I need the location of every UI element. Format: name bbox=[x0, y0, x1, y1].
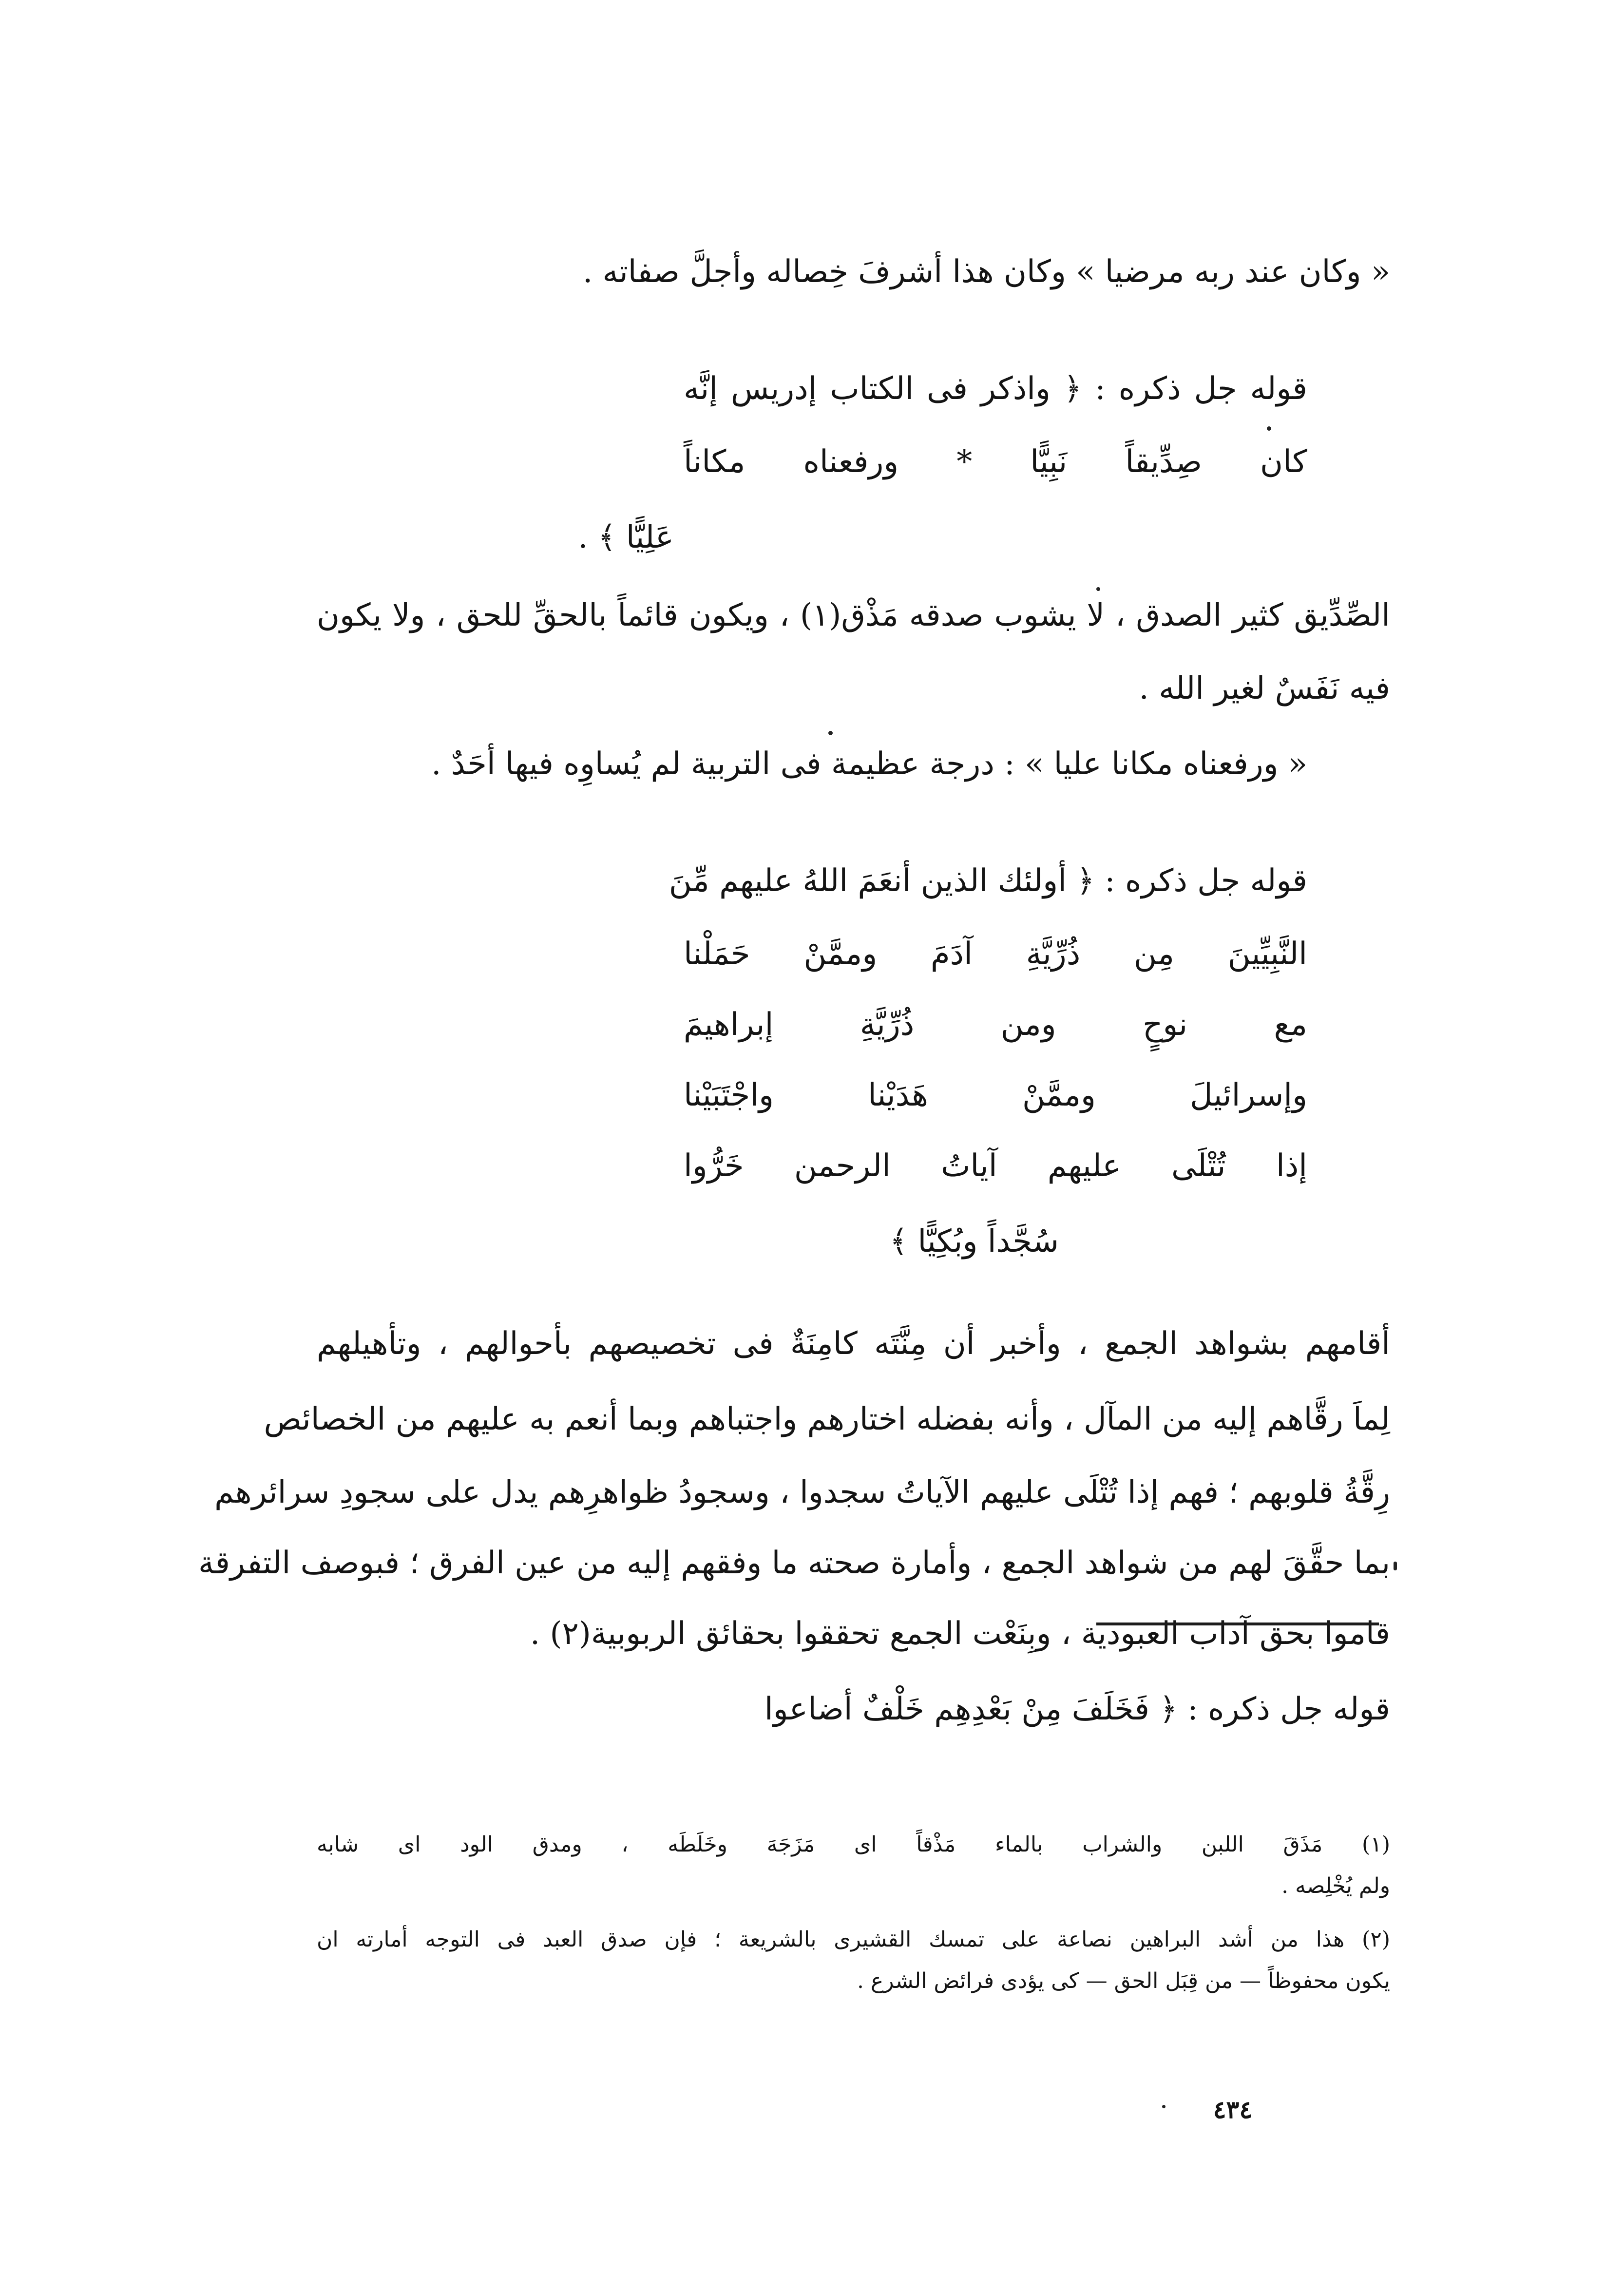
verse-line-6: مع نوحٍ ومن ذُرِّيَّةِ إبراهيمَ bbox=[684, 1007, 1307, 1043]
text-line-7: رِقَّةُ قلوبهم ؛ فهم إذا تُتْلَى عليهم الآياتُ سجدوا ، وسجودُ ظواهرِهم يدل على سجودِ سرائرهم bbox=[214, 1474, 1390, 1510]
footnote-2-line-2: يكون محفوظاً — من قِبَل الحق — كى يؤدى فرائض الشرع . bbox=[857, 1968, 1390, 1993]
text-line-1: « وكان عند ربه مرضيا » وكان هذا أشرفَ خِصاله وأجلَّ صفاته . bbox=[582, 254, 1390, 290]
text-line-4: « ورفعناه مكانا عليا » : درجة عظيمة فى التربية لم يُساوِه فيها أحَدٌ . bbox=[431, 746, 1307, 782]
footnote-separator bbox=[1096, 1623, 1379, 1625]
text-line-3: فيه نَفَسٌ لغير الله . bbox=[1139, 670, 1390, 706]
text-line-9: قاموا بحق آداب العبودية ، وبِنَعْت الجمع تحققوا بحقائق الربوبية(٢) . bbox=[530, 1616, 1390, 1652]
verse-line-7: وإسرائيلَ وممَّنْ هَدَيْنا واجْتَبَيْنا bbox=[684, 1077, 1307, 1113]
verse-line-8: إذا تُتْلَى عليهم آياتُ الرحمن خَرُّوا bbox=[684, 1148, 1307, 1184]
footnote-1-line-1: (١) مَذَقَ اللبن والشراب بالماء مَذْقاً اى مَزَجَهَ وخَلَطَه ، ومدق الود اى شابه bbox=[317, 1832, 1390, 1857]
text-line-5: أقامهم بشواهد الجمع ، وأخبر أن مِنَّتَه كامِنَةٌ فى تخصيصهم بأحوالهم ، وتأهيلهم bbox=[317, 1326, 1390, 1362]
verse-line-5: النَّبِيِّينَ مِن ذُرِّيَّةِ آدَمَ وممَّنْ حَمَلْنا bbox=[684, 936, 1307, 972]
scan-speck bbox=[828, 731, 833, 735]
verse-line-1: قوله جل ذكره : ﴿ واذكر فى الكتاب إدريس إنَّه bbox=[684, 371, 1307, 407]
text-line-10: قوله جل ذكره : ﴿ فَخَلَفَ مِنْ بَعْدِهِم خَلْفٌ أضاعوا bbox=[764, 1691, 1390, 1727]
verse-line-2: كان صِدِّيقاً نَبِيًّا * ورفعناه مكاناً bbox=[684, 444, 1307, 480]
verse-line-4: قوله جل ذكره : ﴿ أولئك الذين أنعَمَ اللهُ عليهم مِّنَ bbox=[669, 863, 1307, 899]
scan-speck bbox=[1267, 426, 1271, 431]
verse-line-3: عَلِيًّا ﴾ . bbox=[578, 519, 674, 555]
text-line-2: الصِّدِّيق كثير الصدق ، لا يشوب صدقه مَذْق(١) ، ويكون قائماً بالحقِّ للحق ، ولا يكون bbox=[317, 597, 1391, 633]
footnote-2-line-1: (٢) هذا من أشد البراهين نصاعة على تمسك القشيرى بالشريعة ؛ فإن صدق العبد فى التوجه أمارته ان bbox=[317, 1927, 1390, 1952]
text-line-8: بما حقَّقَ لهم من شواهد الجمع ، وأمارة صحته ما وفقهم إليه من عين الفرق ؛ فبوصف التفرقة bbox=[198, 1545, 1390, 1581]
scan-speck bbox=[1394, 1562, 1397, 1570]
verse-line-9: سُجَّداً وبُكِيًّا ﴾ bbox=[889, 1223, 1059, 1260]
scan-speck bbox=[1096, 587, 1100, 591]
text-line-6: لِماَ رقَّاهم إليه من المآل ، وأنه بفضله اختارهم واجتباهم وبما أنعم به عليهم من الخصائص bbox=[264, 1401, 1390, 1437]
page-number: ٤٣٤ bbox=[1213, 2095, 1253, 2124]
footnote-1-line-2: ولم يُخْلِصه . bbox=[1281, 1873, 1390, 1898]
scan-speck bbox=[1162, 2105, 1165, 2108]
